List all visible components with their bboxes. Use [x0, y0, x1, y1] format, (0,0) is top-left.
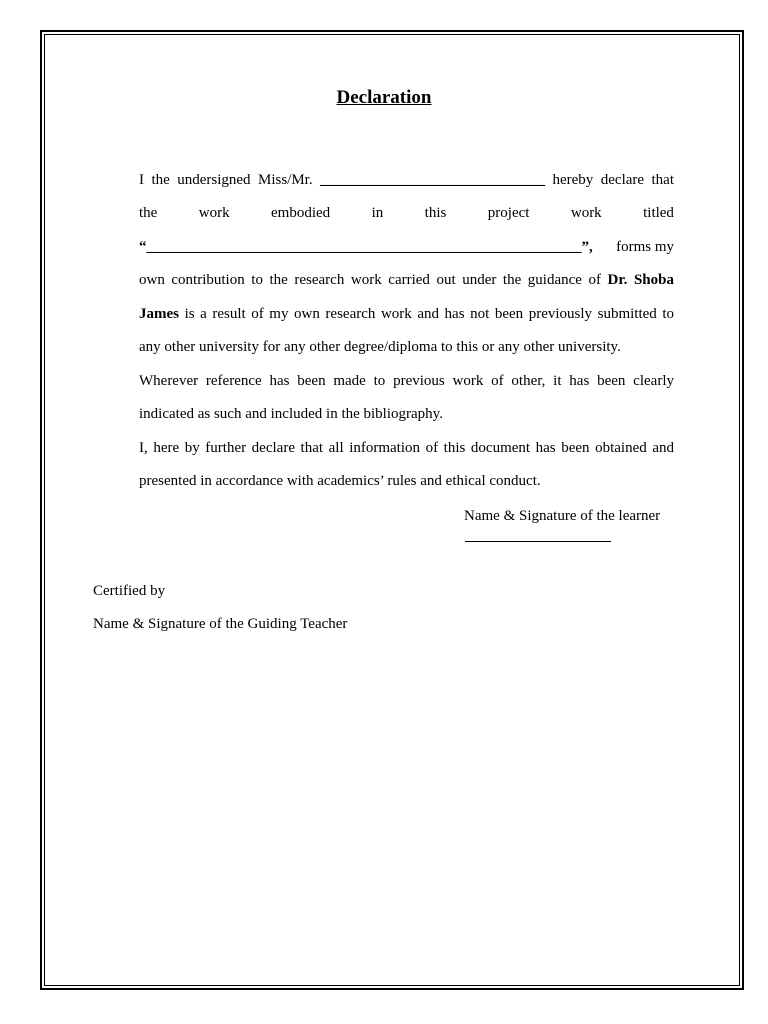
declaration-line-4 [139, 270, 674, 290]
word: in [371, 205, 384, 221]
forms-my-label: forms my [616, 239, 674, 255]
declaration-line-3 [139, 237, 674, 257]
declaration-line-2 [139, 203, 674, 223]
guide-name-part2: James [139, 306, 179, 322]
word: titled [643, 205, 674, 221]
word: this [424, 205, 447, 221]
reference-line-2: indicated as such and included in the bibliography. [139, 406, 443, 422]
undersigned-label: I the undersigned Miss/Mr. [139, 172, 313, 188]
info-line-1: I, here by further declare that all information of this document has been obtained and [139, 440, 674, 456]
guide-name-part1: Dr. Shoba [607, 272, 674, 288]
word: embodied [271, 205, 331, 221]
reference-line-1: Wherever reference has been made to previous work of other, it has been clearly [139, 373, 674, 389]
info-line-2: presented in accordance with academics’ rules and ethical conduct. [139, 473, 541, 489]
page-title: Declaration [336, 87, 432, 108]
project-title-blank: “__________________________________________________________”, [139, 239, 593, 255]
word: work [570, 205, 602, 221]
declaration-line-1 [139, 170, 674, 190]
declare-label: hereby declare that [552, 172, 674, 188]
name-blank: ______________________________ [320, 172, 546, 188]
certified-by-label: Certified by [93, 583, 166, 599]
teacher-signature-label: Name & Signature of the Guiding Teacher [93, 616, 348, 632]
learner-signature-line [465, 541, 611, 542]
guidance-text: own contribution to the research work carried out under the guidance of [139, 272, 601, 288]
learner-signature-label: Name & Signature of the learner [464, 508, 661, 524]
word: project [487, 205, 530, 221]
declaration-line-6: any other university for any other degree/diploma to this or any other university. [139, 339, 621, 355]
research-text: is a result of my own research work and has not been previously submitted to [184, 306, 674, 322]
word: the [139, 205, 158, 221]
word: work [198, 205, 230, 221]
declaration-line-5 [139, 304, 674, 324]
